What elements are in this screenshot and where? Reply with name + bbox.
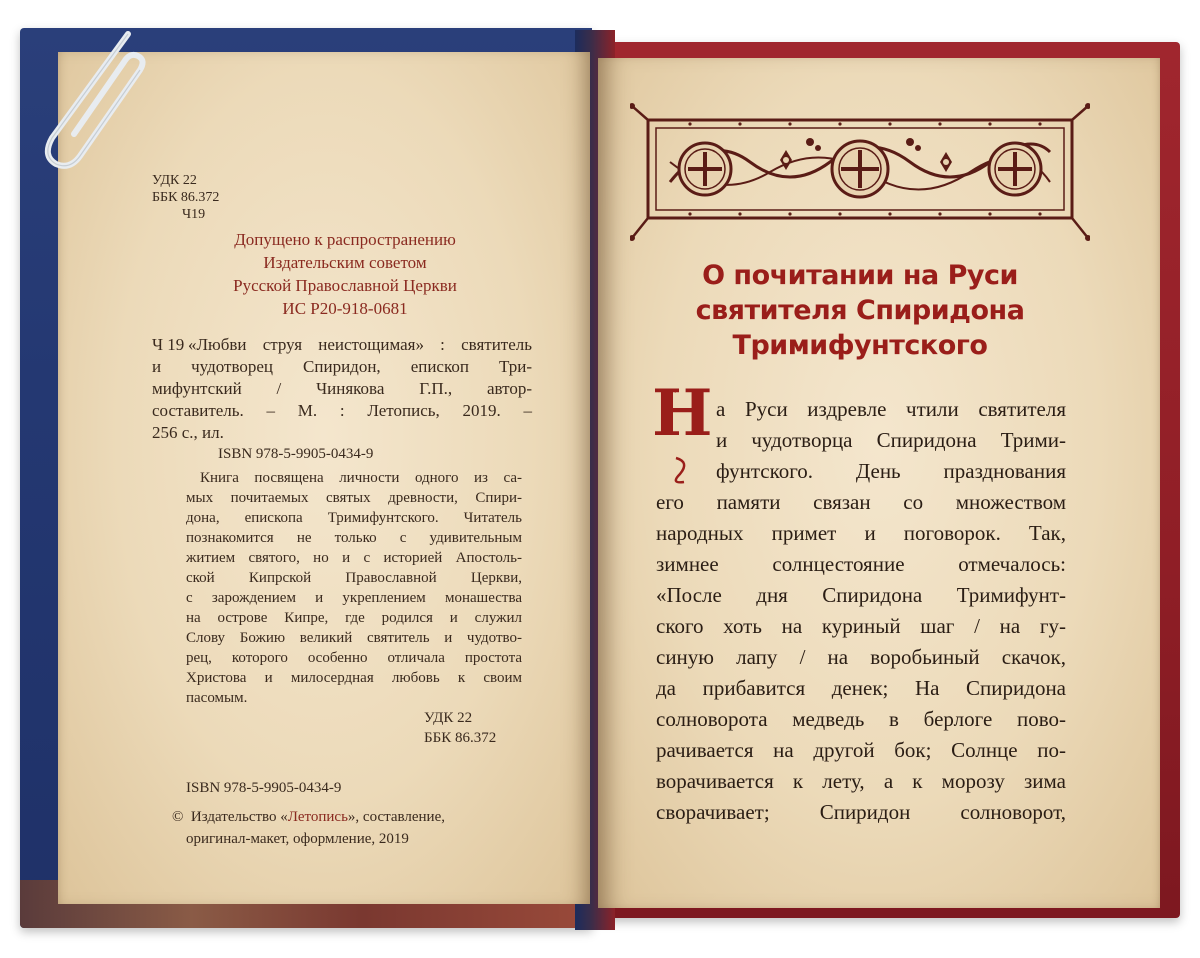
udk-classification-top — [152, 172, 219, 223]
isbn-primary: ISBN 978-5-9905-0434-9 — [218, 446, 374, 462]
body-line: рачивается на другой бок; Солнце по- — [656, 738, 1066, 762]
abstract-line: с зарождением и укреплением монашества — [186, 590, 522, 606]
approval-line: Русской Православной Церкви — [233, 276, 457, 295]
biblio-line: 256 с., ил. — [152, 423, 224, 442]
body-line: ского хоть на куриный шаг / на гу- — [656, 614, 1066, 638]
chapter-heading — [680, 258, 1040, 363]
udk-code: УДК 22 — [424, 710, 473, 726]
approval-line: Издательским советом — [263, 253, 427, 272]
abstract-line: на острове Кипре, где родился и служил — [186, 610, 522, 626]
udk-code: УДК 22 — [152, 173, 197, 188]
body-line: солноворота медведь в берлоге пово- — [656, 707, 1066, 731]
approval-line: Допущено к распространению — [234, 230, 456, 249]
copyright-notice — [172, 806, 445, 850]
abstract-line: мых почитаемых святых древности, Спири- — [186, 490, 522, 506]
abstract-line: рец, которого особенно отличала простота — [186, 650, 522, 666]
biblio-line: составитель. – М. : Летопись, 2019. – — [152, 401, 532, 420]
body-line: народных примет и поговорок. Так, — [656, 521, 1066, 545]
book-abstract — [186, 468, 522, 708]
udk-classification-bottom — [424, 708, 496, 748]
body-line: ворачивается к лету, а к морозу зима — [656, 769, 1066, 793]
biblio-line: мифунтский / Чинякова Г.П., автор- — [152, 379, 532, 398]
copyright-text: », составление, — [347, 809, 445, 825]
bbk-code: ББК 86.372 — [424, 730, 497, 746]
abstract-line: Книга посвящена личности одного из са- — [200, 470, 522, 486]
chapter-body — [656, 394, 1066, 828]
body-line: и чудотворца Спиридона Трими- — [716, 428, 1066, 452]
cross-rosette-icon — [832, 141, 888, 197]
copyright-text: Издательство « — [190, 809, 288, 825]
body-line: зимнее солнцестояние отмечалось: — [656, 552, 1066, 576]
abstract-line: ской Кипрской Православной Церкви, — [186, 570, 522, 586]
bibliographic-record — [152, 334, 532, 444]
body-line: а Руси издревле чтили святителя — [716, 397, 1066, 421]
biblio-line: «Любви струя неистощимая» : святитель — [188, 335, 532, 354]
biblio-line: и чудотворец Спиридон, епископ Три- — [152, 357, 532, 376]
abstract-line: дона, епископа Тримифунтского. Читатель — [186, 510, 522, 526]
cross-rosette-icon — [989, 143, 1041, 195]
heading-line: О почитании на Руси — [702, 260, 1018, 291]
publisher-name: Летопись — [287, 809, 348, 825]
body-line: «После дня Спиридона Тримифунт- — [656, 583, 1066, 607]
body-line: его памяти связан со множеством — [656, 490, 1066, 514]
isbn-secondary: ISBN 978-5-9905-0434-9 — [186, 780, 342, 796]
abstract-line: Христова и милосердная любовь к своим — [186, 670, 522, 686]
approval-number: ИС Р20-918-0681 — [282, 299, 408, 318]
body-line: фунтского. День празднования — [716, 459, 1066, 483]
ornament-headpiece-icon — [630, 102, 1090, 242]
abstract-line: житием святого, но и с историей Апостоль- — [186, 550, 522, 566]
body-line: да прибавится денек; На Спиридона — [656, 676, 1066, 700]
biblio-code: Ч 19 — [152, 335, 185, 354]
copyright-text: оригинал-макет, оформление, 2019 — [186, 831, 409, 847]
cross-rosette-icon — [679, 143, 731, 195]
heading-line: святителя Спиридона — [695, 295, 1025, 326]
heading-line: Тримифунтского — [732, 330, 988, 361]
abstract-line: пасомым. — [186, 690, 248, 706]
author-sign: Ч19 — [182, 207, 206, 222]
abstract-line: Слову Божию великий святитель и чудотво- — [186, 630, 522, 646]
bbk-code: ББК 86.372 — [152, 190, 220, 205]
drop-cap-letter: Н — [652, 376, 713, 451]
copyright-symbol: © — [172, 809, 184, 825]
publication-approval — [200, 228, 490, 320]
paper-clip-icon — [38, 30, 148, 170]
body-line: синую лапу / на воробьиный скачок, — [656, 645, 1066, 669]
body-line: сворачивает; Спиридон солноворот, — [656, 800, 1066, 824]
abstract-line: познакомится не только с удивительным — [186, 530, 522, 546]
